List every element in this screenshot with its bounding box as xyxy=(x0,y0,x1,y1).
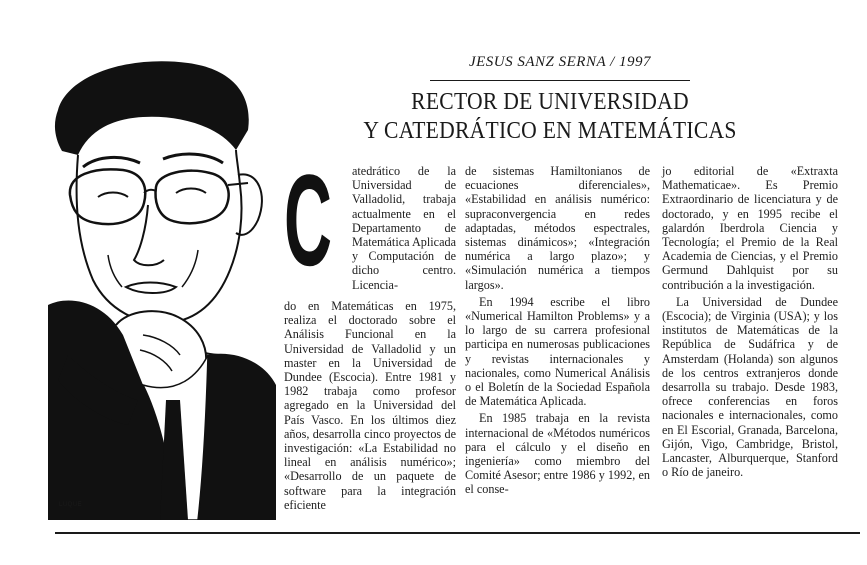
eye-right xyxy=(176,189,206,194)
eyebrow-right xyxy=(163,154,223,163)
glasses-right xyxy=(156,171,229,224)
paragraph: de sistemas Hamiltonianos de ecuaciones diferenciales», «Estabilidad en análisis numérico: supraconvergencia en redes adaptadas, métodos espectrales, sistemas dinámicos»; «Integración numérica a largo plazo»; y «Simulación numérica a tiempos largos». xyxy=(465,164,650,292)
article-column-3 xyxy=(662,164,838,479)
mouth-shape xyxy=(126,283,176,294)
paragraph: En 1985 trabaja en la revista internacional de «Métodos numéricos para el cálculo y el diseño en ingeniería» como miembro del Comité Asesor; entre 1986 y 1992, en el conse- xyxy=(465,411,650,497)
article-column-1-bottom xyxy=(284,299,456,512)
article-column-2 xyxy=(465,164,650,497)
paragraph: atedrático de la Universidad de Valladolid, trabaja actualmente en el Departamento de Matemática Aplicada y Computación de dicho centro. Licencia- xyxy=(352,164,456,292)
byline-rule xyxy=(430,80,690,81)
portrait-illustration xyxy=(48,55,278,520)
paragraph: En 1994 escribe el libro «Numerical Hamilton Problems» y a lo largo de su carrera profesional participa en numerosas publicaciones y revistas internacionales y nacionales, como Numerical Análisis o el Boletín de la Sociedad Española de Matemática Aplicada. xyxy=(465,294,650,409)
artist-signature: LUQUE xyxy=(59,502,83,508)
headline-line-1: RECTOR DE UNIVERSIDAD xyxy=(411,89,689,115)
paragraph: La Universidad de Dundee (Escocia); de Virginia (USA); y los institutos de Matemáticas de la República de Sudáfrica y de Amsterdam (Holanda) son algunos de los centros extranjeros donde desarrolla su trabajo. Desde 1983, ofrece conferencias en foros nacionales e internacionales, como en El Escorial, Granada, Barcelona, Gijón, Vigo, Cambridge, Bristol, Lancaster, Alburquerque, Stanford o Río de janeiro. xyxy=(662,294,838,480)
drop-cap-letter: C xyxy=(284,163,332,273)
glasses-arm xyxy=(228,183,248,185)
headline xyxy=(352,88,748,146)
eyebrow-left xyxy=(83,157,140,167)
headline-line-2: Y CATEDRÁTICO EN MATEMÁTICAS xyxy=(363,118,737,144)
bottom-rule xyxy=(55,532,860,534)
drop-cap xyxy=(283,163,333,273)
cheek-line xyxy=(182,250,198,287)
jacket-shape xyxy=(198,354,276,520)
hair-shape xyxy=(55,61,249,155)
byline: JESUS SANZ SERNA / 1997 xyxy=(468,54,652,70)
cheek-line xyxy=(108,255,122,287)
article-column-1-top xyxy=(352,164,456,292)
paragraph: jo editorial de «Extraxta Mathematicae». Es Premio Extraordinario de licenciatura y de doctorado, y en 1995 recibe el galardón Iberdrola Ciencia y Tecnología; el Premio de la Real Academia de Ciencias, y el Premio Germund Dahlquist por su contribución a la investigación. xyxy=(662,164,838,292)
eye-left xyxy=(98,193,128,198)
glasses-left xyxy=(70,169,145,224)
paragraph: do en Matemáticas en 1975, realiza el doctorado sobre el Análisis Funcional en la Universidad de Valladolid y un master en la Universidad de Dundee (Escocia). Entre 1981 y 1982 trabaja como profesor agregado en la Universidad del País Vasco. En los últimos diez años, desarrolla cinco proyectos de investigación: «La Estabilidad no lineal en análisis numérico»; «Desarrollo de un paquete de software para la integración eficiente xyxy=(284,299,456,512)
